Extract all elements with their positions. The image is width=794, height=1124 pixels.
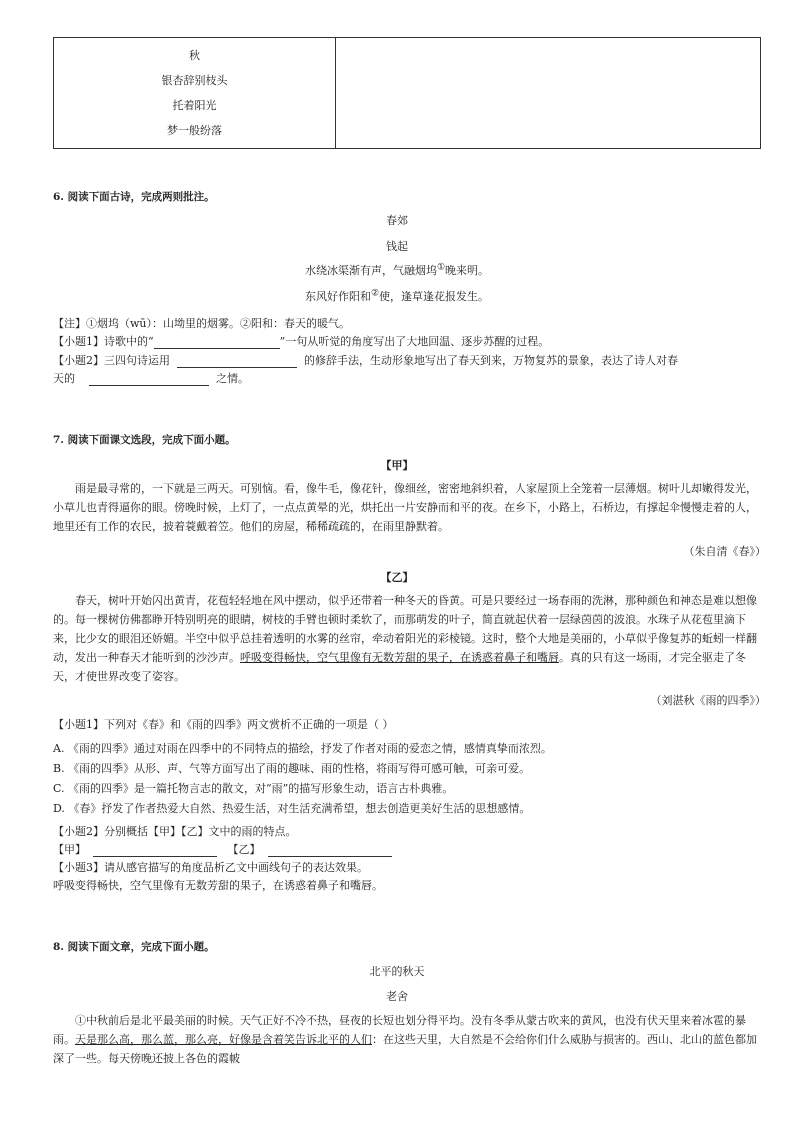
option-a[interactable]: A. 《雨的四季》通过对雨在四季中的不同特点的描绘，抒发了作者对雨的爱恋之情，感情真挚而浓烈。 <box>53 742 552 755</box>
underlined-sentence: 天是那么高，那么蓝，那么亮，好像是含着笑告诉北平的人们 <box>75 1033 372 1046</box>
answer-blank-yi[interactable] <box>268 844 392 857</box>
section-yi-title: 【乙】 <box>380 571 414 584</box>
poem-line-2: 东风好作阳和②使，逢草逢花报发生。 <box>304 288 490 303</box>
section-yi-text: 春天，树叶开始闪出黄青，花苞轻轻地在风中摆动，似乎还带着一种冬天的昏黄。可是只要经过一场春雨的洗淋，那种颜色和神态是难以想像的。每一棵树仿佛都睁开特别明亮的眼睛，树枝的手臂也顿时柔软了，而那萌发的叶子，简直就起伏着一层绿茵茵的波浪。水珠子从花苞里滴下来，比少女的眼泪还娇媚。半空中似乎总挂着透明的水雾的丝帘，牵动着阳光的彩棱镜。这时，整个大地是美丽的，小草似乎像复苏的蚯蚓一样翻动，发出一种春天才能听到的沙沙声。呼吸变得畅快，空气里像有无数芳甜的果子，在诱惑着鼻子和嘴唇。真的只有这一场雨，才完全驱走了冬天，才使世界改变了姿容。 <box>53 594 757 683</box>
q6-subquestion-1: 【小题1】诗歌中的“ ”一句从听觉的角度写出了大地回温、逐步苏醒的过程。 <box>53 335 550 348</box>
article-paragraph-1: ①中秋前后是北平最美丽的时候。天气正好不冷不热，昼夜的长短也划分得平均。没有冬季从蒙古吹来的黄风，也没有伏天里来着冰雹的暴雨。天是那么高，那么蓝，那么亮，好像是含着笑告诉北平的人们：在这些天里，大自然是不会给你们什么威胁与损害的。西山、北山的蓝色都加深了一些。每天傍晚还披上各色的霞帔 <box>53 1014 757 1065</box>
poem-table <box>53 37 761 149</box>
q6-subquestion-2-line-2: 天的 之情。 <box>53 372 249 385</box>
question-6-heading: 6. 阅读下面古诗，完成两则批注。 <box>53 191 215 203</box>
poem-line-1: 水绕冰渠渐有声，气融烟坞①晚来明。 <box>304 262 490 277</box>
q6-subquestion-2: 【小题2】三四句诗运用 的修辞手法，生动形象地写出了春天到来，万物复苏的景象，表达了诗人对春 <box>53 354 678 367</box>
q7-subquestion-2-answers: 【甲】 【乙】 <box>53 841 392 857</box>
poem-line: 梦一般纷落 <box>167 124 222 137</box>
poem-note: 【注】①烟坞（wū）：山坳里的烟雾。②阳和：春天的暖气。 <box>53 317 350 330</box>
footnote-mark-2: ② <box>370 288 380 299</box>
poem-author: 钱起 <box>386 240 408 253</box>
poem-line: 托着阳光 <box>172 99 217 112</box>
answer-blank[interactable] <box>89 373 209 386</box>
q7-subquestion-2: 【小题2】分别概括【甲】【乙】文中的雨的特点。 <box>53 825 297 838</box>
question-7-heading: 7. 阅读下面课文选段，完成下面小题。 <box>53 434 236 446</box>
poem-line: 秋 <box>189 49 200 62</box>
poem-title: 春郊 <box>386 214 408 227</box>
option-d[interactable]: D. 《春》抒发了作者热爱大自然、热爱生活，对生活充满希望，想去创造更美好生活的思想感情。 <box>53 802 531 815</box>
section-yi-source: （刘湛秋《雨的四季》） <box>650 694 766 707</box>
footnote-mark-1: ① <box>436 262 446 273</box>
question-8-heading: 8. 阅读下面文章，完成下面小题。 <box>53 941 215 953</box>
answer-cell[interactable] <box>336 38 760 148</box>
section-jia-title: 【甲】 <box>380 459 414 472</box>
option-b[interactable]: B. 《雨的四季》从形、声、气等方面写出了雨的趣味、雨的性格，将雨写得可感可触，可亲可爱。 <box>53 762 531 775</box>
q7-subquestion-3-quote: 呼吸变得畅快，空气里像有无数芳甜的果子，在诱惑着鼻子和嘴唇。 <box>53 879 383 892</box>
q7-subquestion-1: 【小题1】下列对《春》和《雨的四季》两文赏析不正确的一项是（ ） <box>53 718 394 731</box>
option-c[interactable]: C. 《雨的四季》是一篇托物言志的散文，对“雨”的描写形象生动，语言古朴典雅。 <box>53 782 454 795</box>
answer-blank[interactable] <box>177 355 297 368</box>
underlined-sentence: 呼吸变得畅快，空气里像有无数芳甜的果子，在诱惑着鼻子和嘴唇 <box>240 651 559 664</box>
answer-blank-jia[interactable] <box>93 844 217 857</box>
section-jia-source: （朱自清《春》） <box>683 545 766 558</box>
answer-blank[interactable] <box>154 336 280 349</box>
poem-line: 银杏辞别枝头 <box>161 74 228 87</box>
article-title: 北平的秋天 <box>369 965 425 978</box>
article-author: 老舍 <box>386 990 408 1003</box>
poem-cell <box>54 38 336 148</box>
section-jia-text: 雨是最寻常的，一下就是三两天。可别恼。看，像牛毛，像花针，像细丝，密密地斜织着，人家屋顶上全笼着一层薄烟。树叶儿却嫩得发光，小草儿也青得逼你的眼。傍晚时候，上灯了，一点点黄晕的光，烘托出一片安静而和平的夜。在乡下，小路上，石桥边，有撑起伞慢慢走着的人，地里还有工作的农民，披着蓑戴着笠。他们的房屋，稀稀疏疏的，在雨里静默着。 <box>53 482 757 533</box>
q7-subquestion-3: 【小题3】请从感官描写的角度品析乙文中画线句子的表达效果。 <box>53 861 368 874</box>
